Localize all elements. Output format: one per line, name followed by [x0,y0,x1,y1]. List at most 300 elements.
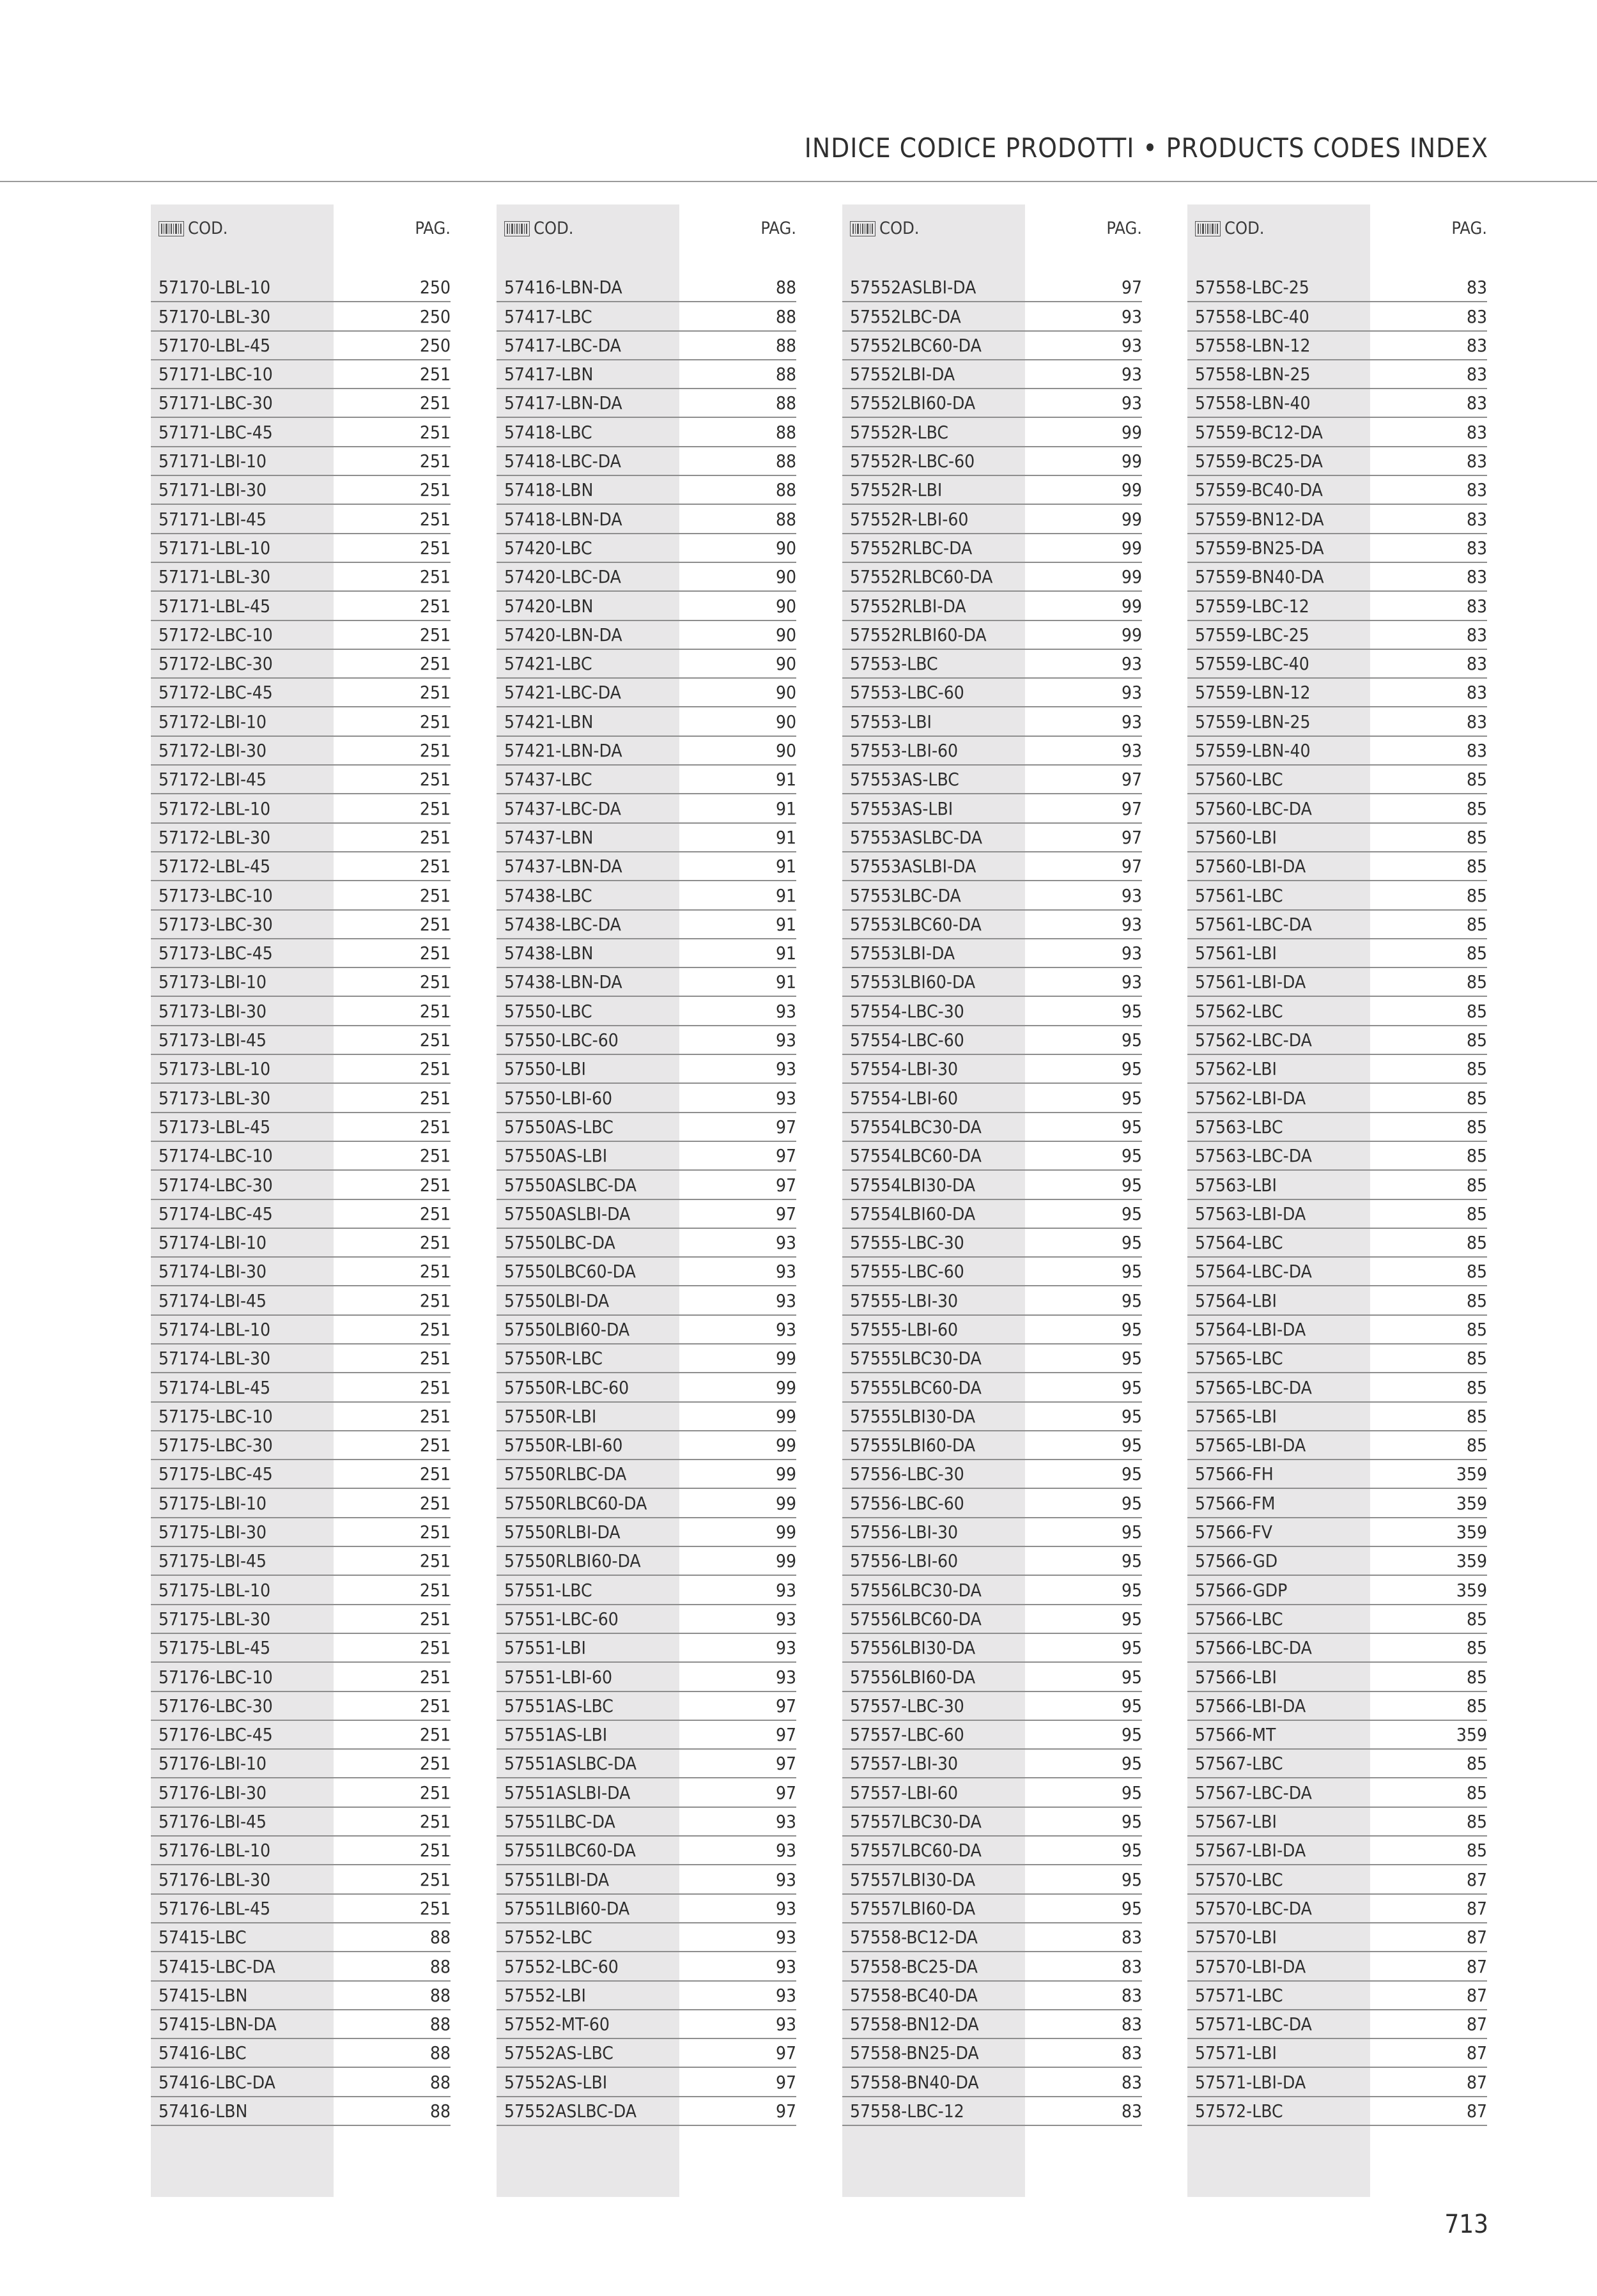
product-code: 57553LBC-DA [850,884,961,906]
product-code: 57552ASLBC-DA [504,2100,636,2122]
table-row [497,389,796,418]
product-code: 57174-LBI-10 [158,1232,267,1254]
table-row [151,418,451,447]
product-code: 57570-LBC-DA [1195,1897,1312,1919]
product-code: 57553ASLBI-DA [850,856,976,877]
product-code: 57417-LBC-DA [504,334,621,356]
product-code: 57566-FM [1195,1492,1276,1514]
product-code: 57558-LBC-25 [1195,277,1309,298]
page-ref: 93 [775,1955,796,1977]
page-ref: 83 [1466,711,1487,732]
table-row [842,1084,1142,1113]
table-row [497,1373,796,1402]
product-code: 57420-LBC [504,537,592,559]
product-code: 57552RLBI-DA [850,595,966,617]
page-ref: 95 [1121,1840,1142,1861]
product-code: 57551ASLBI-DA [504,1782,631,1803]
table-row [497,447,796,476]
page-ref: 90 [775,740,796,762]
page-ref: 83 [1121,2100,1142,2122]
page-ref: 95 [1121,1058,1142,1080]
page-ref: 251 [419,1695,451,1716]
table-row [497,1489,796,1518]
table-row [1187,1895,1487,1923]
page-ref: 251 [419,1579,451,1601]
table-row [1187,1547,1487,1576]
page-ref: 99 [775,1550,796,1572]
page-header-label: PAG. [415,219,451,238]
table-row [151,476,451,505]
table-row [842,1750,1142,1778]
product-code: 57171-LBL-45 [158,595,271,617]
table-row [151,592,451,620]
product-code: 57559-BC12-DA [1195,421,1323,443]
page-ref: 91 [775,971,796,993]
product-code: 57563-LBC-DA [1195,1145,1312,1167]
page-ref: 85 [1466,856,1487,877]
index-column-3 [842,204,1142,2197]
product-code: 57557-LBI-60 [850,1782,959,1803]
code-header [158,219,228,238]
page-ref: 87 [1466,1955,1487,1977]
page-ref: 93 [1121,884,1142,906]
page-ref: 85 [1466,1405,1487,1427]
table-row [1187,1171,1487,1199]
product-code: 57571-LBC [1195,1984,1283,2006]
product-code: 57571-LBI [1195,2042,1277,2064]
product-code: 57417-LBC [504,305,592,327]
product-code: 57550LBC60-DA [504,1261,636,1283]
page-ref: 85 [1466,1116,1487,1137]
page-ref: 99 [775,1463,796,1485]
product-code: 57172-LBI-45 [158,769,267,790]
page-ref: 251 [419,1405,451,1427]
page-ref: 97 [775,2042,796,2064]
page-ref: 88 [775,451,796,472]
product-code: 57555-LBC-60 [850,1261,964,1283]
table-row [842,1373,1142,1402]
table-row [497,1865,796,1894]
table-row [151,794,451,823]
product-code: 57552AS-LBI [504,2071,608,2093]
product-code: 57550R-LBI [504,1405,597,1427]
table-row [1187,1692,1487,1721]
table-row [1187,360,1487,389]
table-row [151,2068,451,2097]
code-header [850,219,920,238]
page-ref: 93 [775,1579,796,1601]
table-row [151,2010,451,2039]
table-row [842,274,1142,302]
page-ref: 87 [1466,2042,1487,2064]
product-code: 57567-LBI [1195,1811,1277,1833]
product-code: 57556-LBC-30 [850,1463,964,1485]
table-row [497,1721,796,1750]
page-ref: 97 [1121,277,1142,298]
page-ref: 93 [775,1984,796,2006]
table-row [1187,1373,1487,1402]
page-ref: 251 [419,1666,451,1688]
product-code: 57550ASLBI-DA [504,1203,631,1224]
table-row [1187,592,1487,620]
page-number: 713 [1444,2210,1488,2239]
table-row [842,563,1142,592]
table-row [842,1663,1142,1691]
page-ref: 99 [1121,451,1142,472]
product-code: 57555LBI30-DA [850,1405,976,1427]
product-code: 57554LBC30-DA [850,1116,982,1137]
product-code: 57556-LBC-60 [850,1492,964,1514]
table-row [497,679,796,707]
product-code: 57559-BC40-DA [1195,479,1323,501]
barcode-icon [504,221,530,236]
product-code: 57554-LBC-30 [850,1000,964,1022]
product-code: 57560-LBC [1195,769,1283,790]
page-ref: 251 [419,451,451,472]
page-ref: 83 [1466,595,1487,617]
product-code: 57553ASLBC-DA [850,826,982,848]
table-row [842,1547,1142,1576]
page-ref: 83 [1121,1927,1142,1948]
product-code: 57176-LBI-30 [158,1782,267,1803]
product-code: 57550RLBI-DA [504,1522,621,1543]
page-ref: 359 [1456,1463,1487,1485]
table-row [842,1113,1142,1142]
header-divider [0,181,1597,182]
table-row [151,1403,451,1431]
table-row [151,911,451,939]
page-ref: 251 [419,624,451,645]
table-row [497,476,796,505]
product-code: 57174-LBC-30 [158,1174,273,1196]
table-row [842,1634,1142,1663]
product-code: 57176-LBC-45 [158,1724,273,1746]
page-ref: 87 [1466,1897,1487,1919]
table-row [842,389,1142,418]
table-row [151,447,451,476]
page-ref: 99 [1121,421,1142,443]
table-row [842,911,1142,939]
table-row [1187,2097,1487,2126]
product-code: 57438-LBC-DA [504,913,621,935]
table-row [1187,1084,1487,1113]
page-ref: 90 [775,624,796,645]
table-row [842,621,1142,650]
page-ref: 93 [775,1290,796,1311]
page-ref: 91 [775,856,796,877]
page-ref: 95 [1121,1550,1142,1572]
page-ref: 95 [1121,1405,1142,1427]
product-code: 57553-LBC [850,653,938,675]
table-row [151,650,451,679]
product-code: 57560-LBI-DA [1195,856,1306,877]
page-ref: 250 [419,305,451,327]
page-ref: 250 [419,277,451,298]
page-ref: 251 [419,1522,451,1543]
table-row [497,1778,796,1807]
product-code: 57552R-LBI-60 [850,508,969,530]
product-code: 57173-LBC-10 [158,884,273,906]
product-code: 57550LBI-DA [504,1290,610,1311]
page-ref: 99 [775,1492,796,1514]
table-row [842,1489,1142,1518]
product-code: 57552LBI-DA [850,364,955,385]
product-code: 57171-LBC-10 [158,364,273,385]
product-code: 57176-LBL-30 [158,1868,271,1890]
page-ref: 97 [1121,826,1142,848]
table-row [1187,824,1487,852]
table-row [151,302,451,331]
product-code: 57421-LBN-DA [504,740,622,762]
product-code: 57417-LBN [504,364,594,385]
product-code: 57553-LBI [850,711,932,732]
product-code: 57551-LBI [504,1637,586,1659]
table-row [1187,1576,1487,1605]
product-code: 57550LBC-DA [504,1232,615,1254]
product-code: 57171-LBI-10 [158,451,267,472]
table-row [842,766,1142,794]
page-ref: 359 [1456,1550,1487,1572]
product-code: 57174-LBC-45 [158,1203,273,1224]
column-header [151,204,451,253]
page-ref: 87 [1466,2071,1487,2093]
page-ref: 93 [1121,364,1142,385]
product-code: 57418-LBC-DA [504,451,621,472]
index-column-1 [151,204,451,2197]
page-ref: 83 [1466,624,1487,645]
table-row [842,1923,1142,1952]
product-code: 57559-BN12-DA [1195,508,1324,530]
product-code: 57416-LBN [158,2100,248,2122]
page-ref: 85 [1466,769,1487,790]
table-row [497,1576,796,1605]
product-code: 57553LBI-DA [850,943,955,964]
table-row [151,1229,451,1258]
table-row [497,621,796,650]
product-code: 57552RLBI60-DA [850,624,987,645]
table-row [1187,505,1487,534]
table-row [497,1547,796,1576]
table-row [842,968,1142,997]
product-code: 57550ASLBC-DA [504,1174,636,1196]
page-ref: 251 [419,1608,451,1630]
table-row [151,1837,451,1865]
product-code: 57570-LBI-DA [1195,1955,1306,1977]
table-row [842,1403,1142,1431]
page-ref: 95 [1121,1579,1142,1601]
table-row [497,563,796,592]
product-code: 57559-BN25-DA [1195,537,1324,559]
table-row [151,1865,451,1894]
table-row [151,881,451,910]
page-ref: 95 [1121,1376,1142,1398]
table-row [497,418,796,447]
product-code: 57559-LBC-12 [1195,595,1309,617]
table-row [1187,1605,1487,1634]
table-row [151,1171,451,1199]
page-ref: 83 [1466,508,1487,530]
page-header-label: PAG. [1451,219,1487,238]
page-ref: 251 [419,1290,451,1311]
table-row [151,2097,451,2126]
table-row [1187,476,1487,505]
page-ref: 251 [419,653,451,675]
product-code: 57176-LBC-10 [158,1666,273,1688]
product-code: 57550-LBI-60 [504,1087,613,1109]
page-ref: 88 [429,2042,451,2064]
page-ref: 93 [775,2014,796,2035]
table-row [842,534,1142,563]
page-ref: 85 [1466,1318,1487,1340]
table-row [1187,534,1487,563]
index-rows [842,274,1142,2126]
table-row [497,766,796,794]
product-code: 57557LBC60-DA [850,1840,982,1861]
product-code: 57567-LBI-DA [1195,1840,1306,1861]
page-ref: 91 [775,797,796,819]
page-ref: 83 [1121,1984,1142,2006]
page-ref: 85 [1466,1348,1487,1369]
product-code: 57415-LBN [158,1984,248,2006]
product-code: 57553-LBI-60 [850,740,959,762]
page-ref: 88 [775,364,796,385]
table-row [1187,1721,1487,1750]
table-row [497,997,796,1026]
code-header-label: COD. [188,219,228,238]
product-code: 57175-LBL-30 [158,1608,271,1630]
page-ref: 88 [775,392,796,414]
page-ref: 83 [1466,451,1487,472]
page-ref: 251 [419,1435,451,1456]
product-code: 57561-LBC [1195,884,1283,906]
page-ref: 251 [419,1318,451,1340]
page-ref: 251 [419,1897,451,1919]
page-ref: 95 [1121,1203,1142,1224]
product-code: 57172-LBI-10 [158,711,267,732]
product-code: 57553AS-LBI [850,797,953,819]
table-row [1187,1403,1487,1431]
column-header [1187,204,1487,253]
index-rows [497,274,796,2126]
product-code: 57561-LBI-DA [1195,971,1306,993]
table-row [497,1258,796,1286]
product-code: 57173-LBL-30 [158,1087,271,1109]
table-row [1187,621,1487,650]
page-ref: 93 [775,1058,796,1080]
table-row [497,274,796,302]
product-code: 57555LBC60-DA [850,1376,982,1398]
product-code: 57571-LBI-DA [1195,2071,1306,2093]
table-row [151,707,451,736]
product-code: 57550R-LBI-60 [504,1435,623,1456]
table-row [842,1431,1142,1460]
page-ref: 251 [419,1261,451,1283]
table-row [497,650,796,679]
product-code: 57566-LBC-DA [1195,1637,1312,1659]
page-ref: 95 [1121,1348,1142,1369]
product-code: 57557LBC30-DA [850,1811,982,1833]
page-ref: 88 [775,508,796,530]
product-code: 57559-LBN-12 [1195,682,1311,704]
table-row [1187,302,1487,331]
table-row [151,389,451,418]
page-ref: 251 [419,1232,451,1254]
product-code: 57551LBC60-DA [504,1840,636,1861]
page-ref: 87 [1466,1868,1487,1890]
table-row [497,1518,796,1547]
table-row [1187,1634,1487,1663]
product-code: 57553-LBC-60 [850,682,964,704]
product-code: 57558-BN40-DA [850,2071,979,2093]
table-row [1187,1750,1487,1778]
table-row [842,1778,1142,1807]
page-ref: 83 [1466,479,1487,501]
page-ref: 85 [1466,913,1487,935]
page-ref: 251 [419,1145,451,1167]
table-row [151,274,451,302]
product-code: 57554LBC60-DA [850,1145,982,1167]
page-ref: 90 [775,653,796,675]
column-header [497,204,796,253]
page-ref: 93 [775,1840,796,1861]
product-code: 57564-LBC [1195,1232,1283,1254]
product-code: 57556LBI30-DA [850,1637,976,1659]
product-code: 57438-LBN-DA [504,971,622,993]
product-code: 57418-LBC [504,421,592,443]
page-ref: 85 [1466,1840,1487,1861]
page-ref: 251 [419,826,451,848]
page-ref: 83 [1466,277,1487,298]
table-row [497,1344,796,1373]
page-ref: 251 [419,392,451,414]
product-code: 57172-LBI-30 [158,740,267,762]
product-code: 57551-LBC-60 [504,1608,619,1630]
table-row [497,1084,796,1113]
table-row [151,968,451,997]
page-ref: 93 [1121,334,1142,356]
page-ref: 88 [429,1955,451,1977]
page-ref: 85 [1466,1261,1487,1283]
product-code: 57555-LBI-30 [850,1290,959,1311]
table-row [151,1084,451,1113]
page-ref: 99 [1121,566,1142,588]
page-ref: 88 [775,305,796,327]
table-row [842,1142,1142,1171]
table-row [151,1316,451,1344]
table-row [842,2010,1142,2039]
product-code: 57416-LBC-DA [158,2071,275,2093]
table-row [1187,794,1487,823]
product-code: 57571-LBC-DA [1195,2014,1312,2035]
page-ref: 93 [775,1811,796,1833]
page-ref: 83 [1466,537,1487,559]
table-row [842,1982,1142,2010]
product-code: 57558-BC40-DA [850,1984,978,2006]
page-ref: 95 [1121,1897,1142,1919]
page-ref: 85 [1466,1174,1487,1196]
product-code: 57551ASLBC-DA [504,1753,636,1775]
table-row [497,1692,796,1721]
table-row [497,2010,796,2039]
product-code: 57174-LBL-30 [158,1348,271,1369]
page-ref: 97 [1121,797,1142,819]
table-row [151,1982,451,2010]
product-code: 57555LBC30-DA [850,1348,982,1369]
page-ref: 99 [1121,537,1142,559]
product-code: 57556LBC60-DA [850,1608,982,1630]
product-code: 57420-LBN [504,595,594,617]
barcode-icon [1195,221,1221,236]
